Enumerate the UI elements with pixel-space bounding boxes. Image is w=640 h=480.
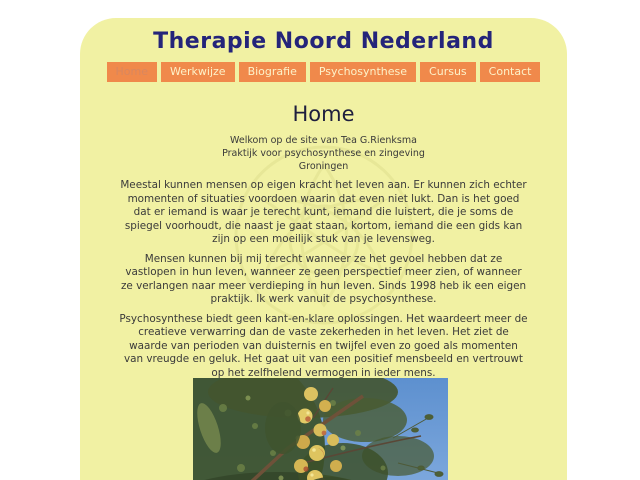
apple-tree-photo [193,378,448,480]
paragraph-1: Meestal kunnen mensen op eigen kracht het leven aan. Er kunnen zich echter momenten of situaties voordoen waarin dat even niet lukt. Dan is het goed dat er iemand is waar je terecht kunt, iemand die luistert, die je soms de spiegel voorhoudt, die naast je gaat staan, kortom, iemand die een gids kan zijn op een moeilijk stuk van je levensweg. [120,179,527,245]
nav-button-cursus[interactable]: Cursus [420,62,476,82]
nav-button-werkwijze[interactable]: Werkwijze [161,62,235,82]
paragraph-3: Psychosynthese biedt geen kant-en-klare oplossingen. Het waardeert meer de creatieve verwarring dan de vaste zekerheden in het leven. Het ziet de waarde van perioden van duisternis en twijfel even zo goed als momenten van vreugde en geluk. Het gaat uit van een positief mensbeeld en vertrouwt op het zelfhelend vermogen in ieder mens. [119,312,528,379]
site-title: Therapie Noord Nederland [153,29,494,54]
page-panel [80,18,567,480]
main-navigation [80,62,567,82]
nav-button-home[interactable]: Home [107,62,157,82]
intro-line-welcome: Welkom op de site van Tea G.Rienksma [230,135,417,146]
intro-block [80,134,567,173]
nav-button-contact[interactable]: Contact [480,62,541,82]
page-title: Home [292,102,355,126]
intro-line-city: Groningen [298,161,349,172]
nav-button-biografie[interactable]: Biografie [239,62,306,82]
nav-button-psychosynthese[interactable]: Psychosynthese [310,62,416,82]
paragraph-2: Mensen kunnen bij mij terecht wanneer ze het gevoel hebben dat ze vastlopen in hun leven, wanneer ze geen perspectief meer zien, of wanneer ze verlangen naar meer verdieping in hun leven. Sinds 1998 heb ik een eigen praktijk. Ik werk vanuit de psychosynthese. [120,252,527,305]
content-area [80,179,567,380]
intro-line-practice: Praktijk voor psychosynthese en zingeving [222,148,425,159]
